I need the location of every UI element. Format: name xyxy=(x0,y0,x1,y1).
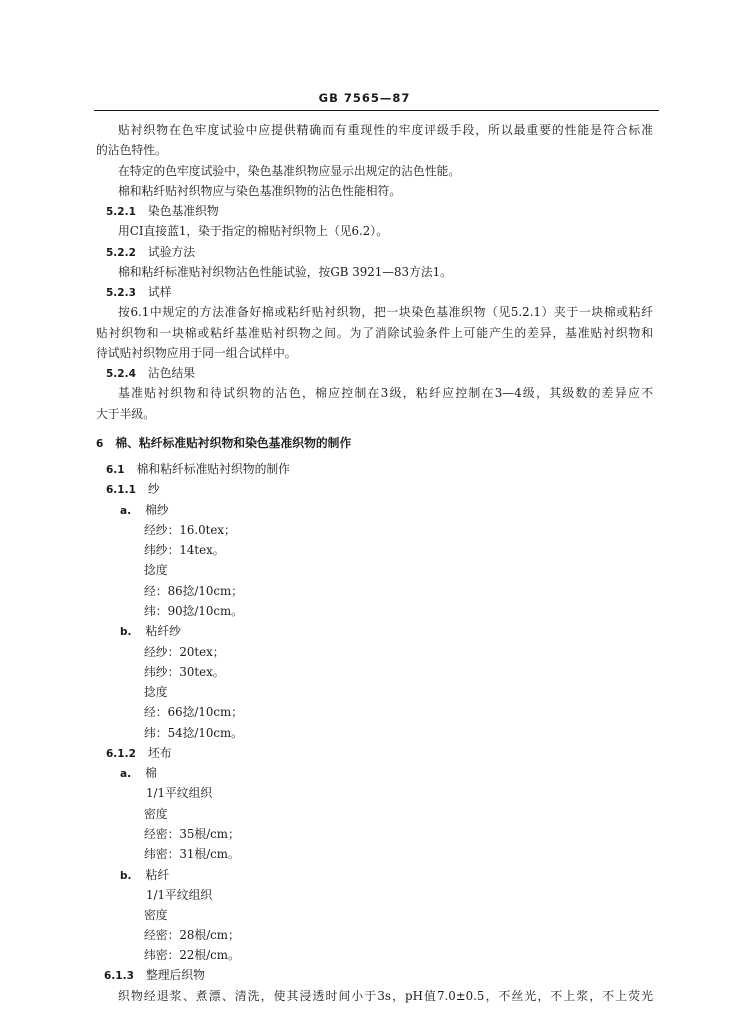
list-marker: b. xyxy=(120,626,132,638)
section-heading xyxy=(106,283,172,301)
section-number: 6.1.1 xyxy=(106,484,136,496)
list-item-title: 粘纤纱 xyxy=(145,624,181,638)
paragraph-line: 用CI直接蓝1，染于指定的棉贴衬织物上（见6.2）。 xyxy=(118,224,388,238)
section-title: 染色基准织物 xyxy=(147,204,219,218)
list-item-heading xyxy=(120,622,181,640)
chapter-number: 6 xyxy=(96,438,104,450)
paragraph-line: 在特定的色牢度试验中，染色基准织物应显示出规定的沾色性能。 xyxy=(118,164,461,178)
list-marker: a. xyxy=(120,505,132,517)
section-title: 纱 xyxy=(147,482,160,496)
spec-line: 1/1平纹组织 xyxy=(146,888,213,902)
spec-line: 捻度 xyxy=(144,685,168,699)
spec-line: 经纱：16.0tex； xyxy=(144,523,236,537)
spec-line: 纬密：22根/cm。 xyxy=(144,948,240,962)
section-number: 5.2.4 xyxy=(106,368,136,380)
list-item-title: 棉 xyxy=(145,766,157,780)
page-header: GB 7565—87 xyxy=(318,91,411,105)
spec-line: 经密：35根/cm； xyxy=(144,827,240,841)
list-item-heading xyxy=(120,866,169,884)
spec-line: 捻度 xyxy=(144,563,168,577)
spec-line: 经：86捻/10cm； xyxy=(144,584,243,598)
paragraph-line: 棉和粘纤标准贴衬织物沾色性能试验，按GB 3921—83方法1。 xyxy=(118,265,452,279)
section-heading xyxy=(106,202,219,220)
paragraph-line: 贴衬织物和一块棉或粘纤基准贴衬织物之间。为了消除试验条件上可能产生的差异，基准贴衬织物和 xyxy=(96,326,653,340)
paragraph-line: 基准贴衬织物和待试织物的沾色，棉应控制在3级，粘纤应控制在3—4级，其级数的差异应不 xyxy=(118,386,653,400)
header-rule xyxy=(94,110,659,111)
list-item-heading xyxy=(120,764,157,782)
spec-line: 纬纱：30tex。 xyxy=(144,665,225,679)
list-item-title: 棉纱 xyxy=(145,503,169,517)
section-heading xyxy=(106,243,195,261)
list-item-title: 粘纤 xyxy=(145,868,170,882)
section-heading xyxy=(106,460,290,478)
section-number: 5.2.1 xyxy=(106,206,136,218)
section-number: 6.1.3 xyxy=(104,970,134,982)
spec-line: 纬：90捻/10cm。 xyxy=(144,604,243,618)
section-number: 6.1.2 xyxy=(106,748,136,760)
spec-line: 纬纱：14tex。 xyxy=(144,543,225,557)
section-title: 沾色结果 xyxy=(147,366,196,380)
section-title: 试验方法 xyxy=(147,245,196,259)
section-title: 整理后织物 xyxy=(145,968,205,982)
spec-line: 经密：28根/cm； xyxy=(144,928,240,942)
chapter-heading xyxy=(96,434,351,452)
spec-line: 经：66捻/10cm； xyxy=(144,705,243,719)
spec-line: 密度 xyxy=(144,908,168,922)
list-marker: a. xyxy=(120,768,132,780)
section-heading xyxy=(106,744,172,762)
section-number: 6.1 xyxy=(106,464,125,476)
section-title: 试样 xyxy=(147,285,172,299)
chapter-title: 棉、粘纤标准贴衬织物和染色基准织物的制作 xyxy=(115,436,352,450)
spec-line: 经纱：20tex； xyxy=(144,645,225,659)
section-heading xyxy=(106,364,195,382)
spec-line: 纬：54捻/10cm。 xyxy=(144,726,243,740)
section-number: 5.2.2 xyxy=(106,247,136,259)
section-title: 棉和粘纤标准贴衬织物的制作 xyxy=(136,462,290,476)
list-item-heading xyxy=(120,501,169,519)
section-heading xyxy=(104,966,205,984)
paragraph-line: 的沾色特性。 xyxy=(96,143,167,157)
spec-line: 1/1平纹组织 xyxy=(146,786,213,800)
paragraph-line: 待试贴衬织物应用于同一组合试样中。 xyxy=(96,346,297,360)
paragraph-line: 棉和粘纤贴衬织物应与染色基准织物的沾色性能相符。 xyxy=(118,184,402,198)
list-marker: b. xyxy=(120,870,132,882)
spec-line: 密度 xyxy=(144,807,168,821)
section-title: 坯布 xyxy=(147,746,172,760)
paragraph-line: 贴衬织物在色牢度试验中应提供精确而有重现性的牢度评级手段，所以最重要的性能是符合标准 xyxy=(118,123,653,137)
section-number: 5.2.3 xyxy=(106,287,136,299)
paragraph-line: 按6.1中规定的方法准备好棉或粘纤贴衬织物，把一块染色基准织物（见5.2.1）夹于一块棉或粘纤 xyxy=(118,305,653,319)
paragraph-line: 织物经退浆、煮漂、清洗，使其浸透时间小于3s，pH值7.0±0.5，不丝光，不上浆，不上荧光 xyxy=(118,989,653,1003)
paragraph-line: 大于半级。 xyxy=(96,407,155,421)
spec-line: 纬密：31根/cm。 xyxy=(144,847,240,861)
section-heading xyxy=(106,480,160,498)
